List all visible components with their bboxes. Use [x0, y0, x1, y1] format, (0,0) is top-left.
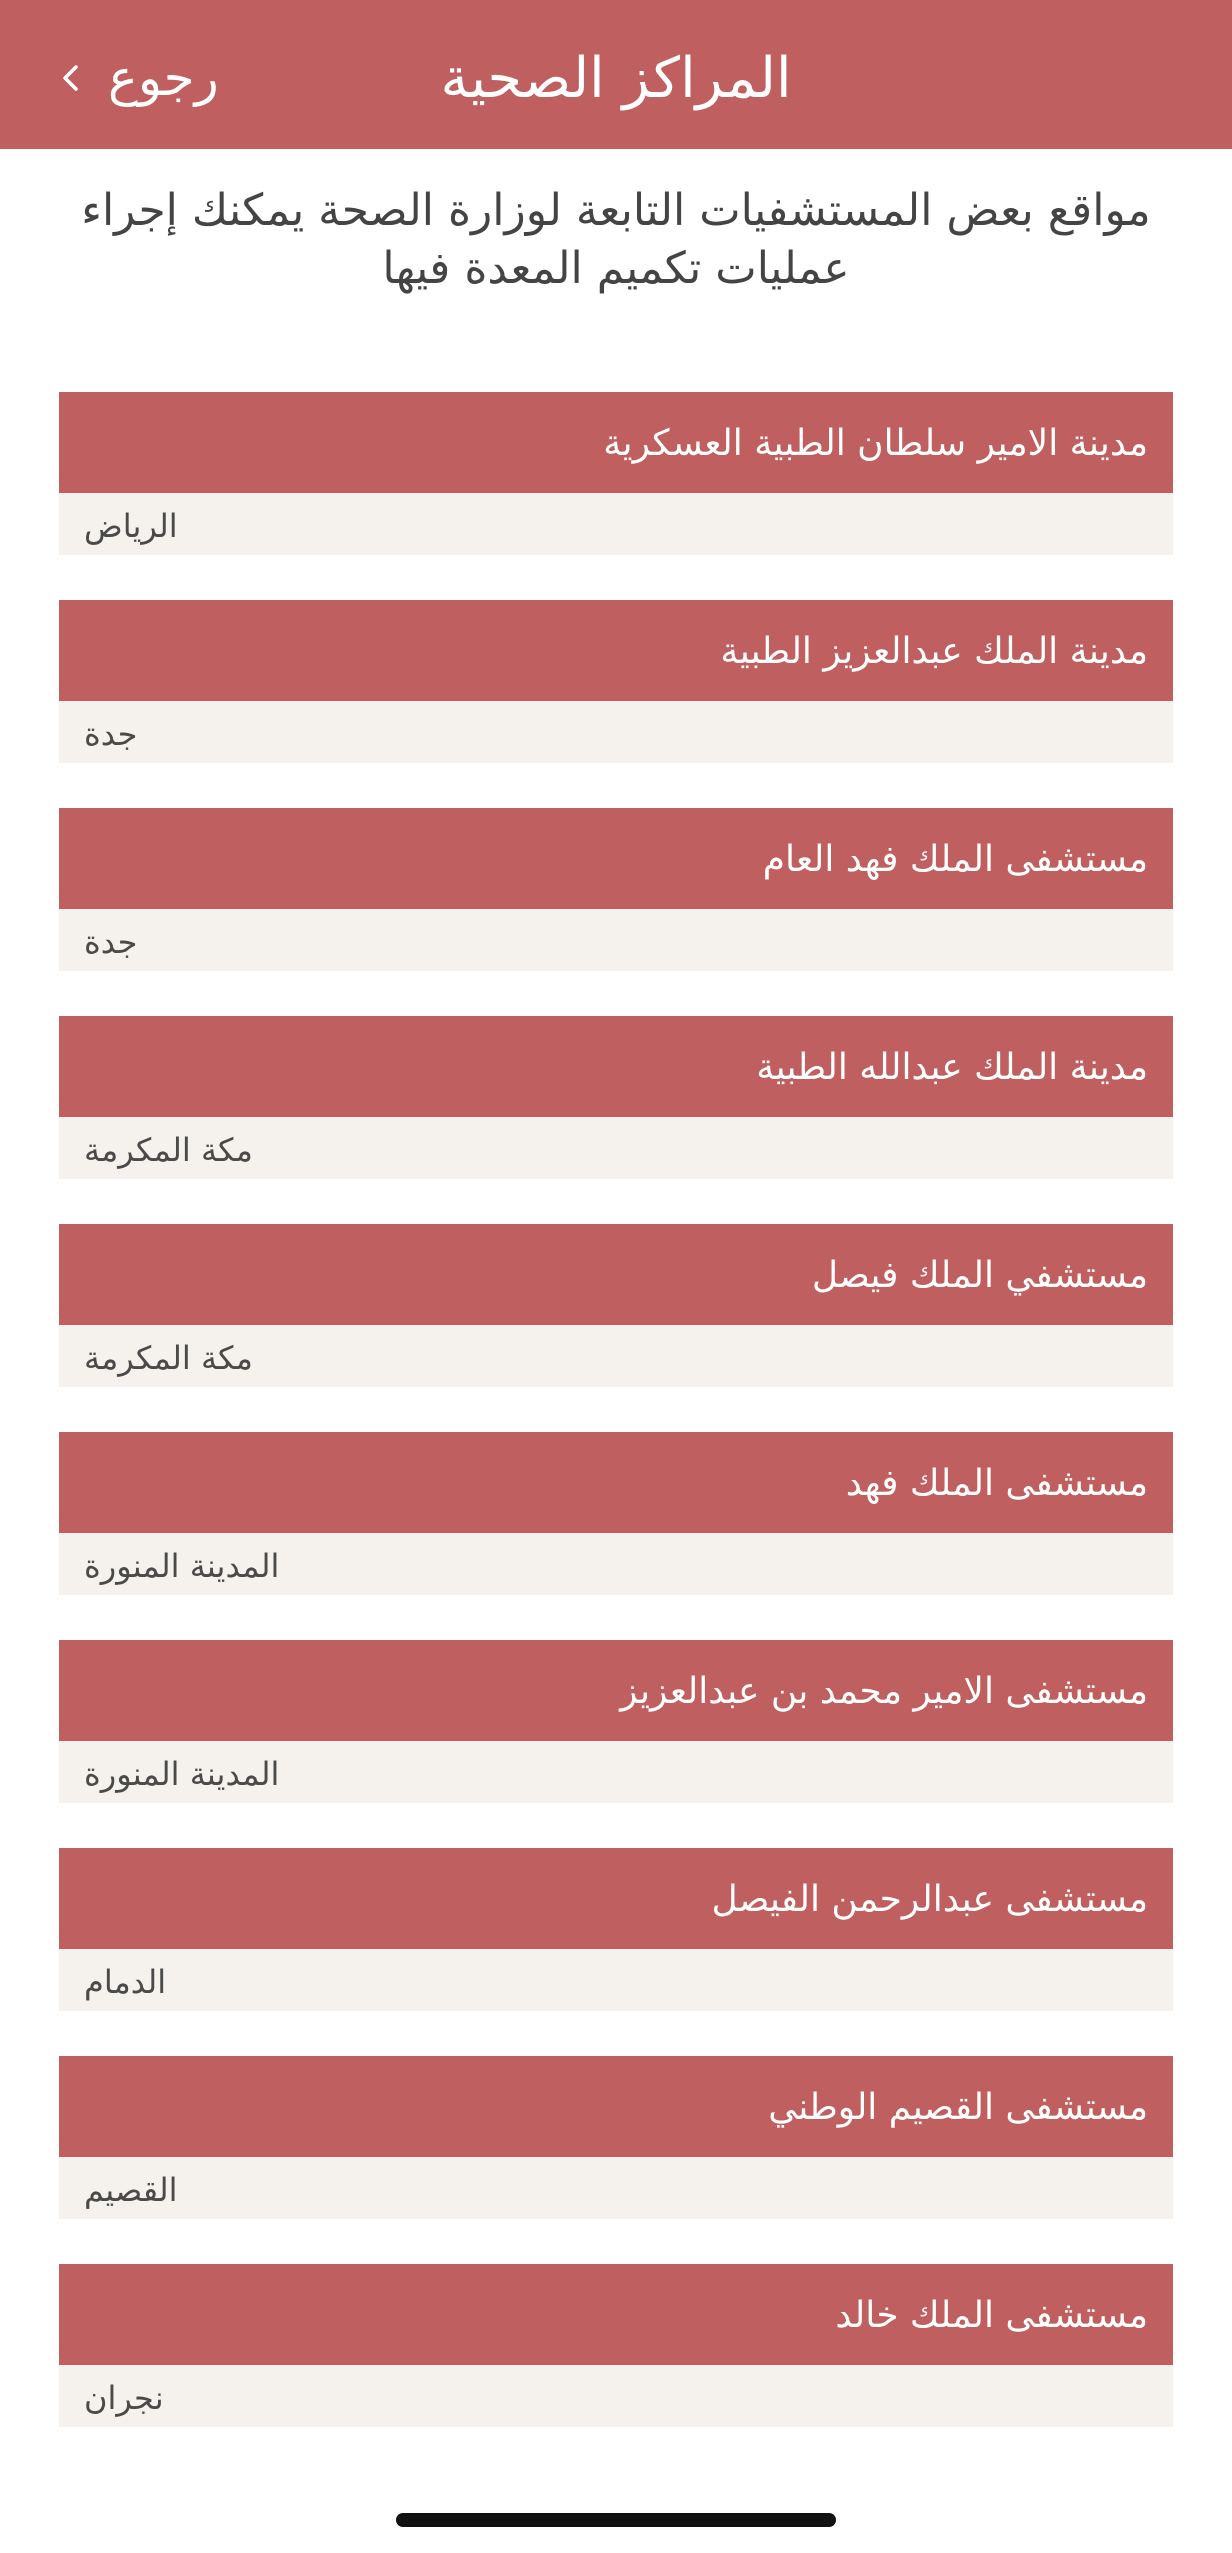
- hospital-card[interactable]: [59, 808, 1173, 971]
- back-button[interactable]: [58, 38, 219, 118]
- hospital-name: مدينة الملك عبدالعزيز الطبية: [59, 600, 1173, 701]
- hospital-name: مستشفى الملك فهد: [59, 1432, 1173, 1533]
- hospital-card[interactable]: [59, 1640, 1173, 1803]
- hospital-card[interactable]: [59, 2264, 1173, 2427]
- hospital-name: مدينة الملك عبدالله الطبية: [59, 1016, 1173, 1117]
- hospital-name: مستشفى عبدالرحمن الفيصل: [59, 1848, 1173, 1949]
- hospital-name: مستشفى الامير محمد بن عبدالعزيز: [59, 1640, 1173, 1741]
- navigation-bar: [0, 0, 1232, 149]
- hospital-city: المدينة المنورة: [59, 1741, 1173, 1803]
- intro-text: مواقع بعض المستشفيات التابعة لوزارة الصحة يمكنك إجراء عمليات تكميم المعدة فيها: [81, 185, 1151, 294]
- hospital-card[interactable]: [59, 1224, 1173, 1387]
- hospital-city: جدة: [59, 701, 1173, 763]
- hospital-city: الدمام: [59, 1949, 1173, 2011]
- hospital-city: مكة المكرمة: [59, 1325, 1173, 1387]
- hospital-name: مدينة الامير سلطان الطبية العسكرية: [59, 392, 1173, 493]
- hospital-list: [59, 392, 1173, 2472]
- hospital-name: مستشفى الملك خالد: [59, 2264, 1173, 2365]
- hospital-name: مستشفى الملك فهد العام: [59, 808, 1173, 909]
- hospital-city: مكة المكرمة: [59, 1117, 1173, 1179]
- hospital-name: مستشفى القصيم الوطني: [59, 2056, 1173, 2157]
- chevron-left-icon: [58, 65, 84, 91]
- hospital-card[interactable]: [59, 2056, 1173, 2219]
- hospital-city: جدة: [59, 909, 1173, 971]
- hospital-card[interactable]: [59, 392, 1173, 555]
- hospital-card[interactable]: [59, 1432, 1173, 1595]
- hospital-city: نجران: [59, 2365, 1173, 2427]
- hospital-card[interactable]: [59, 1016, 1173, 1179]
- home-indicator[interactable]: [396, 2513, 836, 2527]
- hospital-name: مستشفي الملك فيصل: [59, 1224, 1173, 1325]
- page-title: المراكز الصحية: [440, 46, 792, 111]
- hospital-card[interactable]: [59, 600, 1173, 763]
- hospital-city: الرياض: [59, 493, 1173, 555]
- hospital-city: القصيم: [59, 2157, 1173, 2219]
- hospital-card[interactable]: [59, 1848, 1173, 2011]
- hospital-city: المدينة المنورة: [59, 1533, 1173, 1595]
- back-button-label: رجوع: [108, 49, 219, 107]
